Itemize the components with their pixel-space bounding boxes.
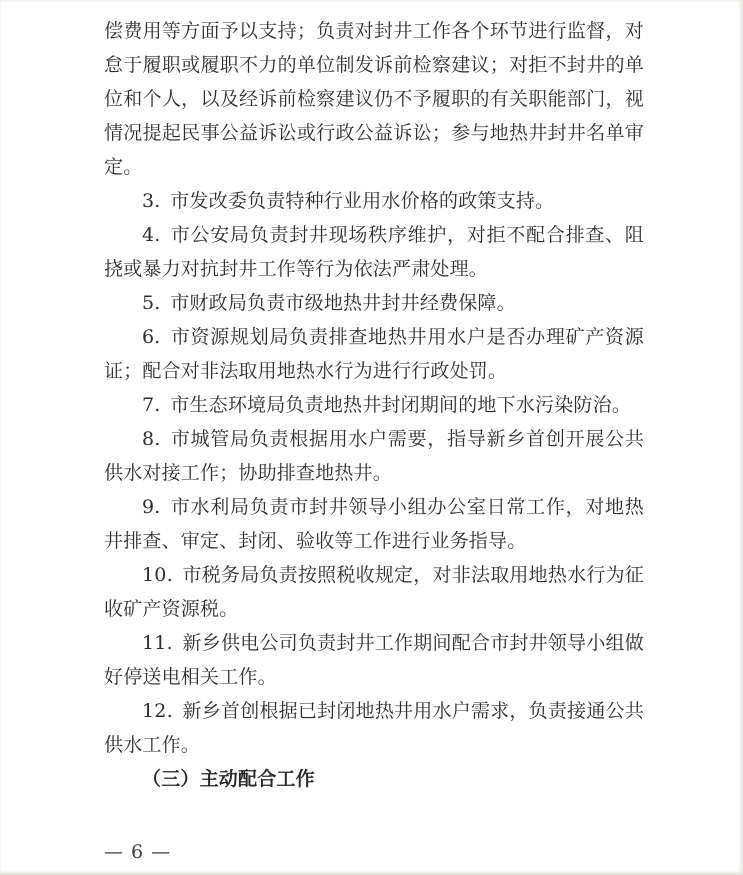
paragraph: 10. 市税务局负责按照税收规定，对非法取用地热水行为征收矿产资源税。 xyxy=(104,564,644,620)
paragraph: 7. 市生态环境局负责地热井封闭期间的地下水污染防治。 xyxy=(142,394,632,416)
document-body xyxy=(104,14,644,796)
page-number: — 6 — xyxy=(104,841,172,863)
paragraph: 6. 市资源规划局负责排查地热井用水户是否办理矿产资源证；配合对非法取用地热水行为进行行政处罚。 xyxy=(104,326,644,382)
paragraph: 8. 市城管局负责根据用水户需要，指导新乡首创开展公共供水对接工作；协助排查地热井。 xyxy=(104,428,644,484)
paragraph: 偿费用等方面予以支持；负责对封井工作各个环节进行监督，对怠于履职或履职不力的单位制发诉前检察建议；对拒不封井的单位和个人，以及经诉前检察建议仍不予履职的有关职能部门，视情况提起民事公益诉讼或行政公益诉讼；参与地热井封井名单审定。 xyxy=(104,20,644,178)
paragraph: 4. 市公安局负责封井现场秩序维护，对拒不配合排查、阻挠或暴力对抗封井工作等行为依法严肃处理。 xyxy=(104,224,644,280)
paragraph: 9. 市水利局负责市封井领导小组办公室日常工作，对地热井排查、审定、封闭、验收等工作进行业务指导。 xyxy=(104,496,644,552)
paragraph: 11. 新乡供电公司负责封井工作期间配合市封井领导小组做好停送电相关工作。 xyxy=(104,632,644,688)
paragraph: 12. 新乡首创根据已封闭地热井用水户需求，负责接通公共供水工作。 xyxy=(104,700,644,756)
paragraph: 3. 市发改委负责特种行业用水价格的政策支持。 xyxy=(142,190,555,212)
paragraph: 5. 市财政局负责市级地热井封井经费保障。 xyxy=(142,292,516,314)
section-heading: （三）主动配合工作 xyxy=(142,768,315,790)
